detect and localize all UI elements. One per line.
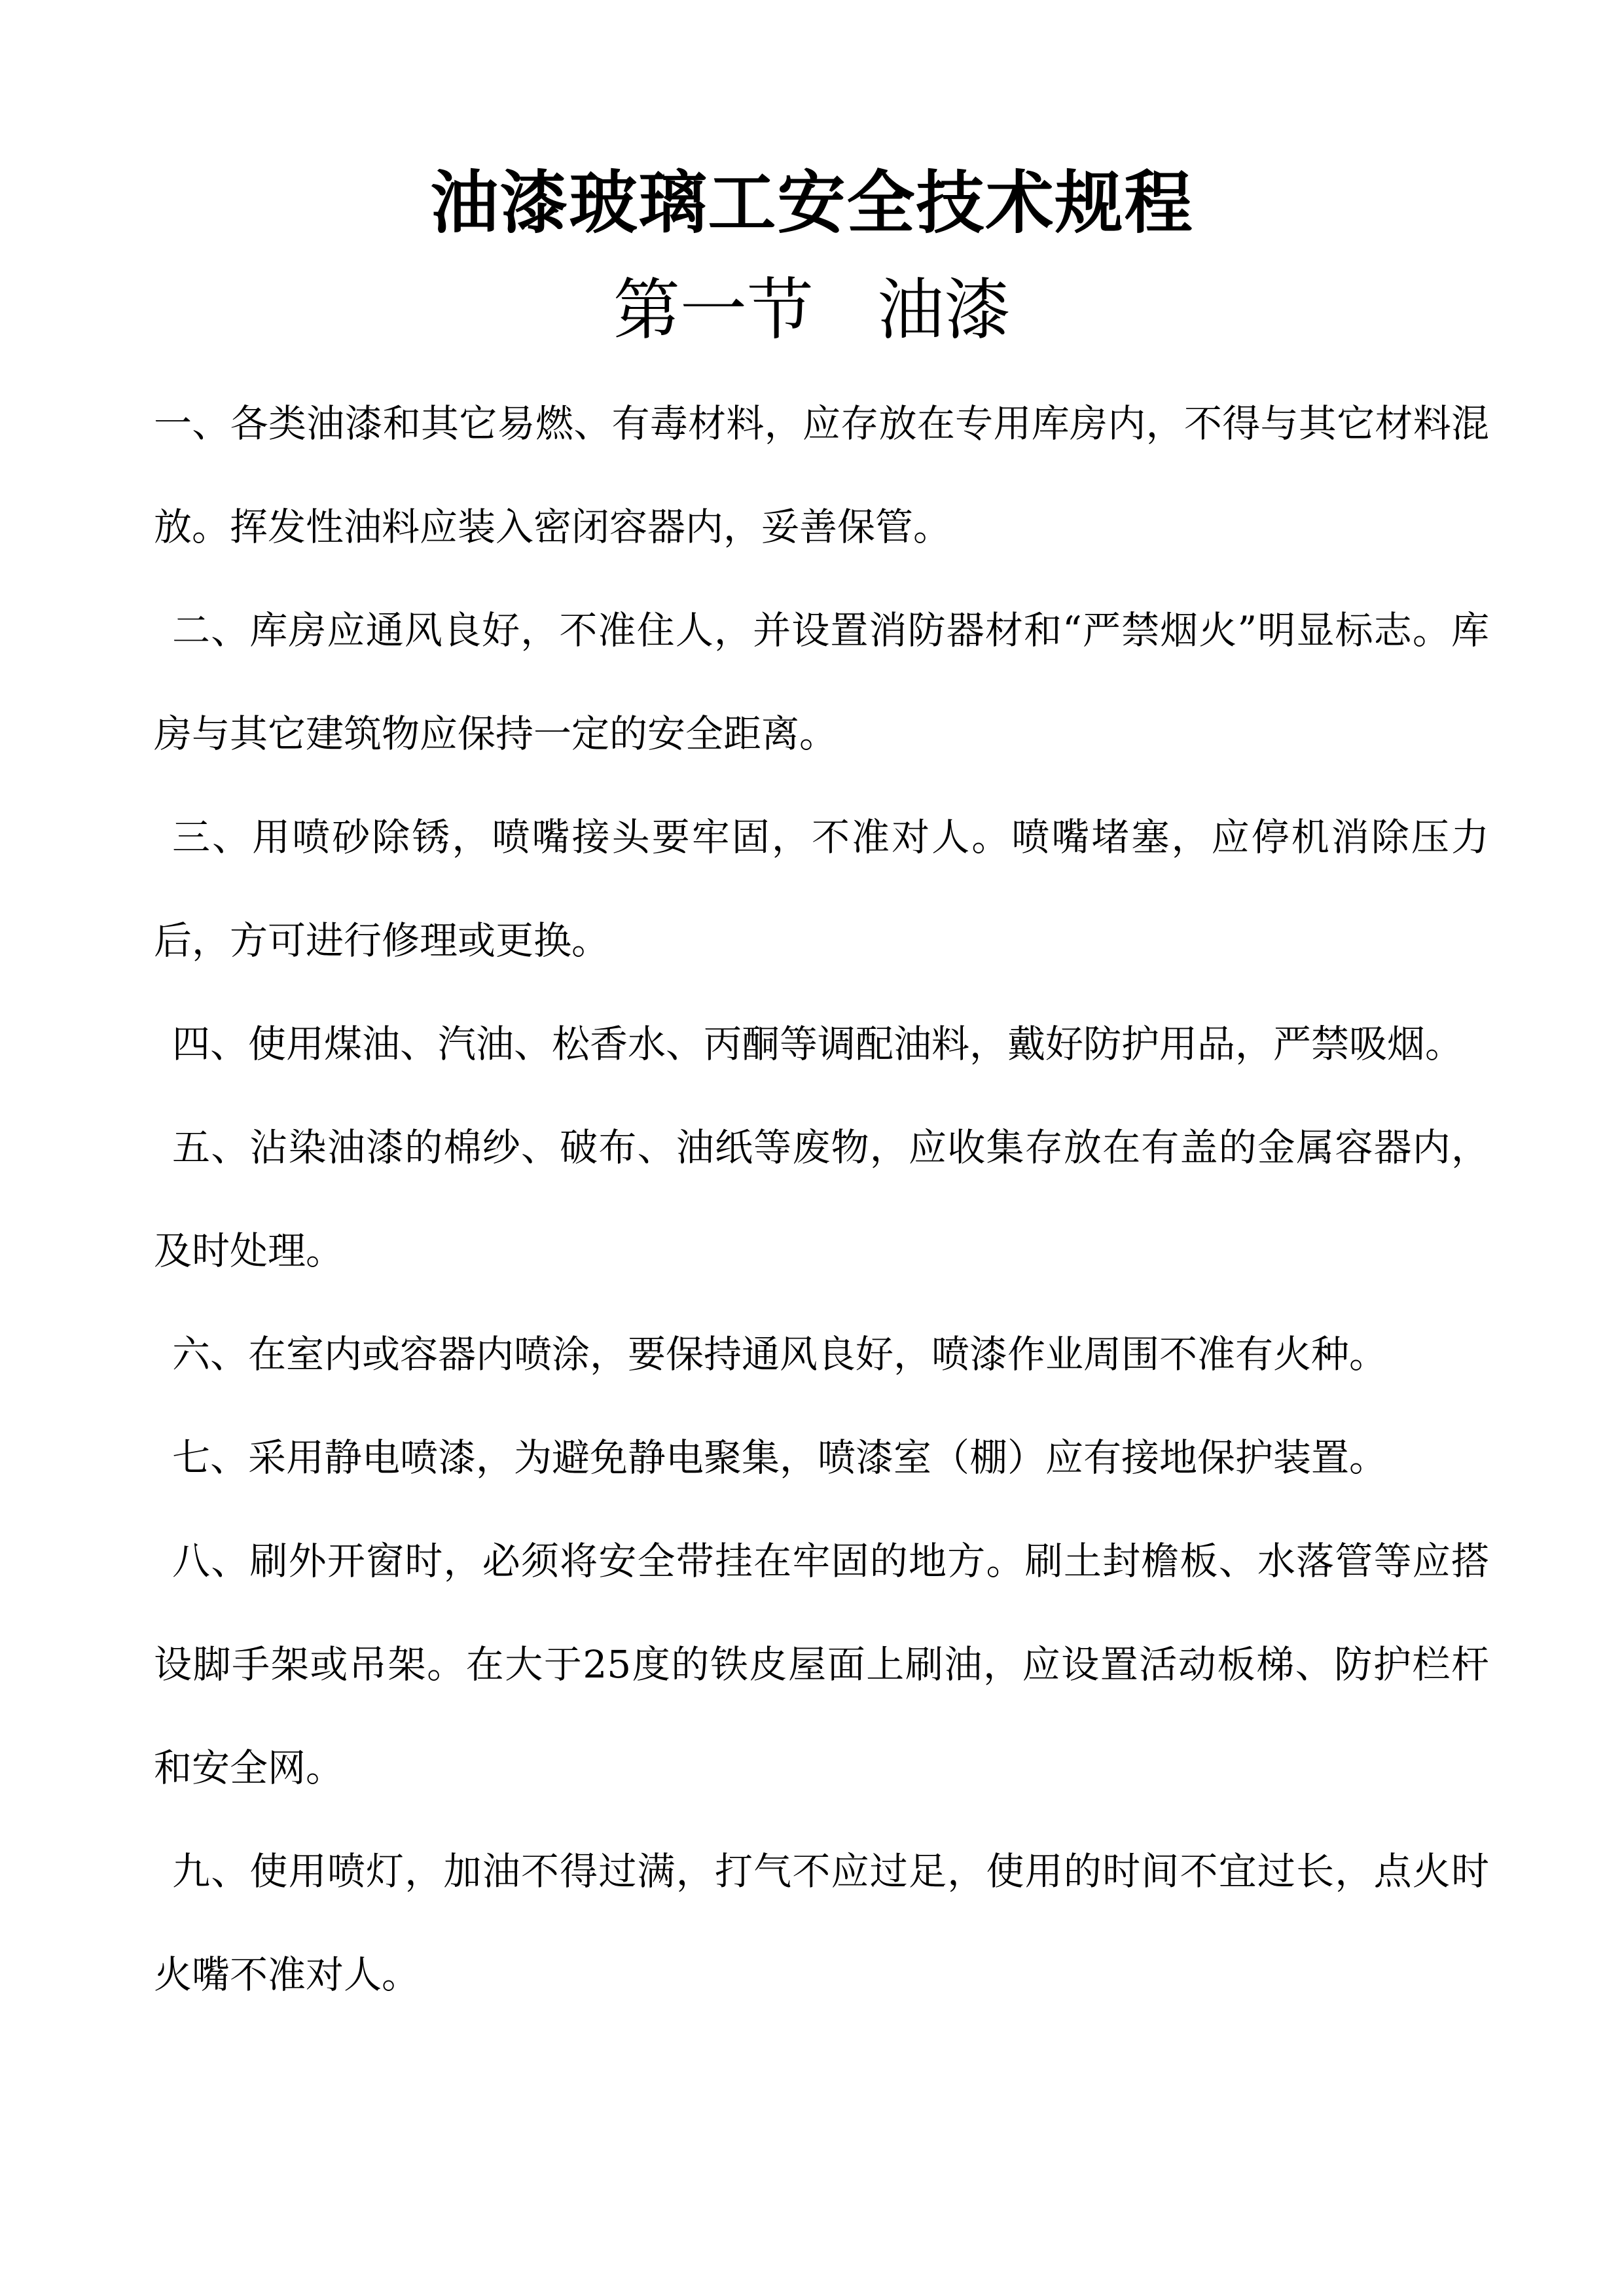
clause-9: 九、使用喷灯，加油不得过满，打气不应过足，使用的时间不宜过长，点火时火嘴不准对人。 <box>154 1849 1489 1997</box>
clause-8: 八、刷外开窗时，必须将安全带挂在牢固的地方。刷土封檐板、水落管等应搭设脚手架或吊架。在大于25度的铁皮屋面上刷油，应设置活动板梯、防护栏杆和安全网。 <box>154 1539 1489 1790</box>
clause-6: 六、在室内或容器内喷涂，要保持通风良好，喷漆作业周围不准有火种。 <box>172 1332 1388 1376</box>
document-title: 油漆玻璃工安全技术规程 <box>430 163 1194 243</box>
section-heading: 第一节 油漆 <box>613 272 1011 350</box>
clause-4: 四、使用煤油、汽油、松香水、丙酮等调配油料，戴好防护用品，严禁吸烟。 <box>172 1022 1464 1066</box>
clause-1: 一、各类油漆和其它易燃、有毒材料，应存放在专用库房内，不得与其它材料混放。挥发性油料应装入密闭容器内，妥善保管。 <box>154 401 1489 549</box>
document-body <box>154 372 1489 2026</box>
clause-2: 二、库房应通风良好，不准住人，并设置消防器材和“严禁烟火”明显标志。库房与其它建筑物应保持一定的安全距离。 <box>154 608 1489 756</box>
clause-7: 七、采用静电喷漆，为避免静电聚集，喷漆室（棚）应有接地保护装置。 <box>172 1435 1388 1480</box>
clause-5: 五、沾染油漆的棉纱、破布、油纸等废物，应收集存放在有盖的金属容器内，及时处理。 <box>154 1125 1489 1273</box>
clause-3: 三、用喷砂除锈，喷嘴接头要牢固，不准对人。喷嘴堵塞，应停机消除压力后，方可进行修理或更换。 <box>154 815 1489 963</box>
